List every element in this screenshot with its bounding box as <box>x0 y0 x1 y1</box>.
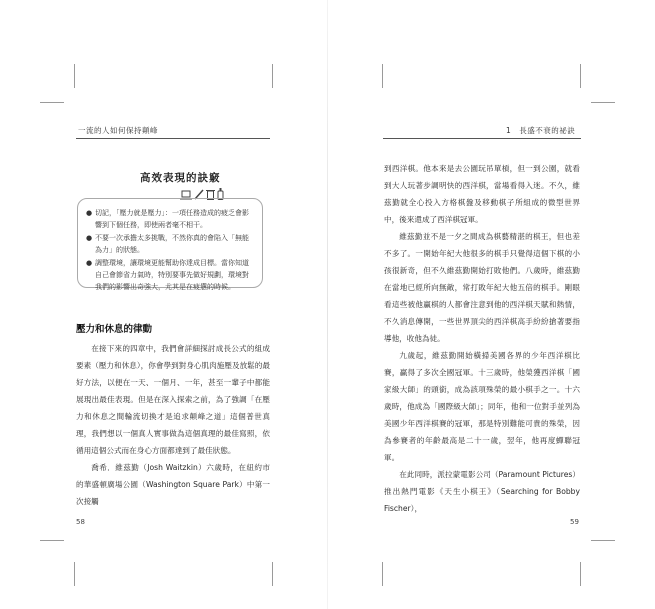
bullet-icon: ● <box>86 209 93 217</box>
paragraph: 到西洋棋。他本來是去公園玩吊單槓，但一到公園，就看到大人玩著步調明快的西洋棋，當場看得入迷。不久，維茲勤就全心投入方格棋盤及移動棋子所組成的微型世界中，後來還成了西洋棋冠軍。 <box>384 164 580 224</box>
paragraph: 在接下來的四章中，我們會詳細探討成長公式的組成要素（壓力和休息），你會學到對身心肌肉施壓及放鬆的最好方法，以便在一天、一個月、一年，甚至一輩子中都能展現出最佳表現。但是在深入探索之前，為了強調「在壓力和休息之間輪流切換才是追求顛峰之道」這個普世真理，我們想以一個真人實事做為這個真理的最佳寫照，依循用這個公式而在身心方面都達到了最佳狀態。 <box>76 344 270 455</box>
right-page <box>328 0 655 609</box>
paragraph: 九歲起，維茲勤開始橫掃美國各界的少年西洋棋比賽，贏得了多次全國冠軍。十三歲時，他榮獲西洋棋「國家級大師」的頭銜，成為該項殊榮的最小棋手之一。十六歲時，他成為「國際級大師」；同年，他和一位對手並列為美國少年西洋棋賽的冠軍，那是特別難能可貴的殊榮，因為參賽者的年齡最高是二十一歲，翌年，他再度蟬聯冠軍。 <box>384 351 580 462</box>
paragraph: 在此同時，派拉蒙電影公司（Paramount Pictures）推出熱門電影《天生小棋王》（Searching for Bobby Fischer）， <box>384 470 580 513</box>
running-head: 一流的人如何保持顛峰 <box>78 126 158 135</box>
bullet-icon: ● <box>86 234 93 242</box>
tip-item <box>86 232 254 256</box>
tip-item <box>86 257 254 293</box>
header-rule <box>76 138 270 139</box>
page-number: 59 <box>570 518 579 526</box>
tips-box-title: 高效表現的訣竅 <box>140 172 221 184</box>
bullet-icon: ● <box>86 259 93 267</box>
tips-box-icons <box>180 185 230 199</box>
right-body-text <box>384 160 580 517</box>
header-rule <box>383 138 581 139</box>
running-head: 1 長盛不衰的祕訣 <box>506 126 576 135</box>
tip-text: 調整環境，讓環境更能幫助你達成目標。當你知道自己會節省力氣時，特別要事先做好規劃，環境對我們的影響出奇強大，尤其是在疲憊的時候。 <box>95 259 249 291</box>
section-title: 壓力和休息的律動 <box>76 324 153 335</box>
left-page <box>0 0 327 609</box>
tip-text: 切記，「壓力就是壓力」：一項任務造成的疲乏會影響到下個任務，即使兩者毫不相干。 <box>95 209 249 229</box>
tips-box <box>77 198 263 291</box>
tip-item <box>86 207 254 231</box>
left-body-text <box>76 340 270 510</box>
paragraph: 維茲勤並不是一夕之間成為棋藝精湛的棋王，但也差不多了。一開始年紀大他很多的棋手只覺得這個下棋的小孩很新奇，但不久維茲勤開始打敗他們。八歲時，維茲勤在當地已經所向無敵，常打敗年紀大他五倍的棋手。剛眼看這些被他贏棋的人都會注意到他的西洋棋天賦和熱情，不久消息傳開，一些世界頂尖的西洋棋高手紛紛搶著要指導他，收他為徒。 <box>384 232 580 343</box>
tip-text: 不要一次承擔太多挑戰，不然你真的會陷入「無能為力」的狀態。 <box>95 234 249 254</box>
page-number: 58 <box>76 518 85 526</box>
paragraph: 喬希．維茲勤（Josh Waitzkin）六歲時，在紐約市的華盛頓廣場公園（Washington Square Park）中第一次接觸 <box>76 463 270 506</box>
